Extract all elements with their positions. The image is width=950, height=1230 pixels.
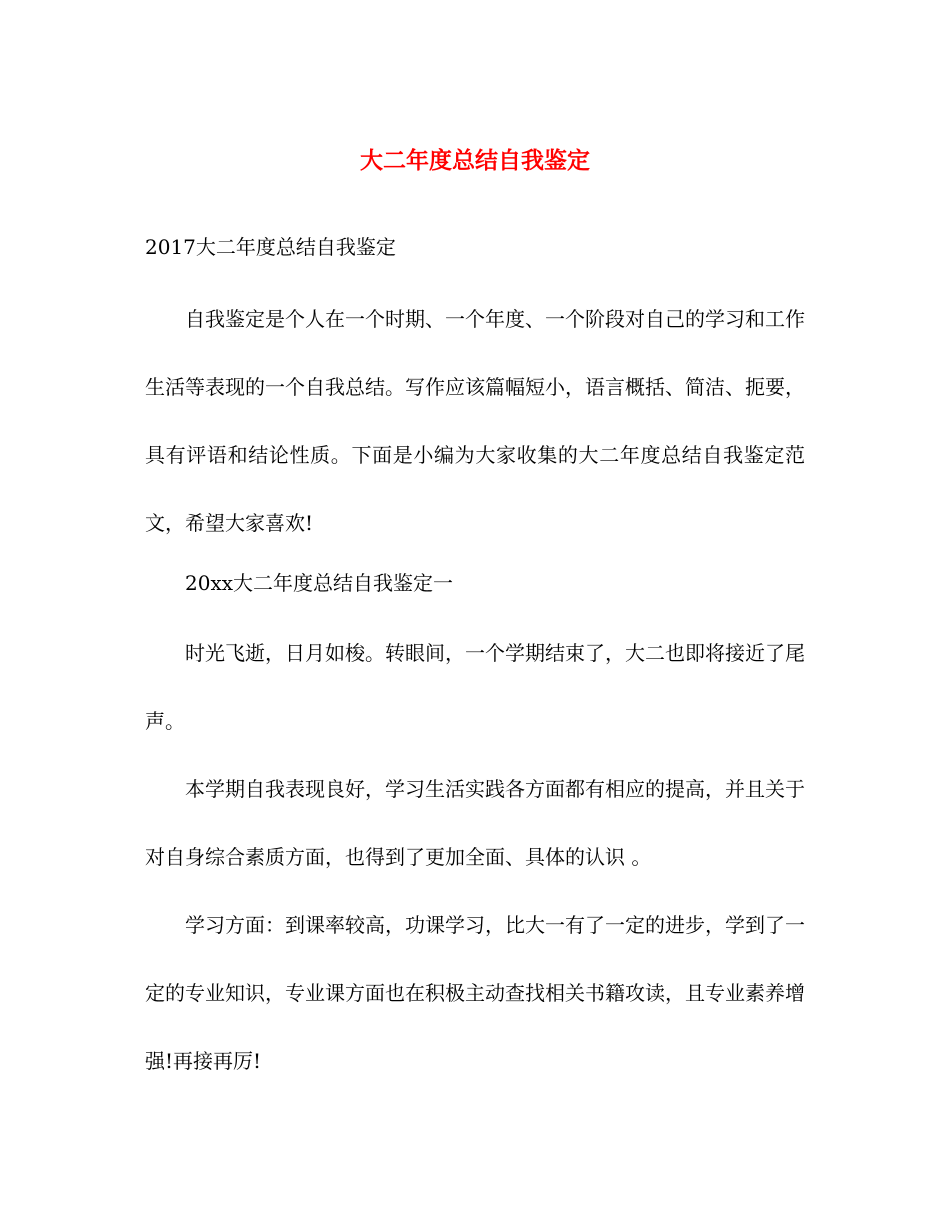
intro-paragraph: 自我鉴定是个人在一个时期、一个年度、一个阶段对自己的学习和工作生活等表现的一个自我总结。写作应该篇幅短小，语言概括、简洁、扼要，具有评语和结论性质。下面是小编为大家收集的大二年度总结自我鉴定范文，希望大家喜欢! <box>145 307 805 535</box>
document-title: 大二年度总结自我鉴定 <box>360 147 590 174</box>
document-body <box>145 225 805 1095</box>
body-paragraph: 本学期自我表现良好，学习生活实践各方面都有相应的提高，并且关于对自身综合素质方面，也得到了更加全面、具体的认识 。 <box>145 777 805 869</box>
body-paragraph: 学习方面：到课率较高，功课学习，比大一有了一定的进步，学到了一定的专业知识，专业课方面也在积极主动查找相关书籍攻读，且专业素养增强!再接再厉! <box>145 913 805 1073</box>
body-paragraph: 时光飞逝，日月如梭。转眼间，一个学期结束了，大二也即将接近了尾声。 <box>145 641 805 733</box>
section-heading: 20xx大二年度总结自我鉴定一 <box>185 571 454 595</box>
document-subtitle: 2017大二年度总结自我鉴定 <box>145 235 396 259</box>
